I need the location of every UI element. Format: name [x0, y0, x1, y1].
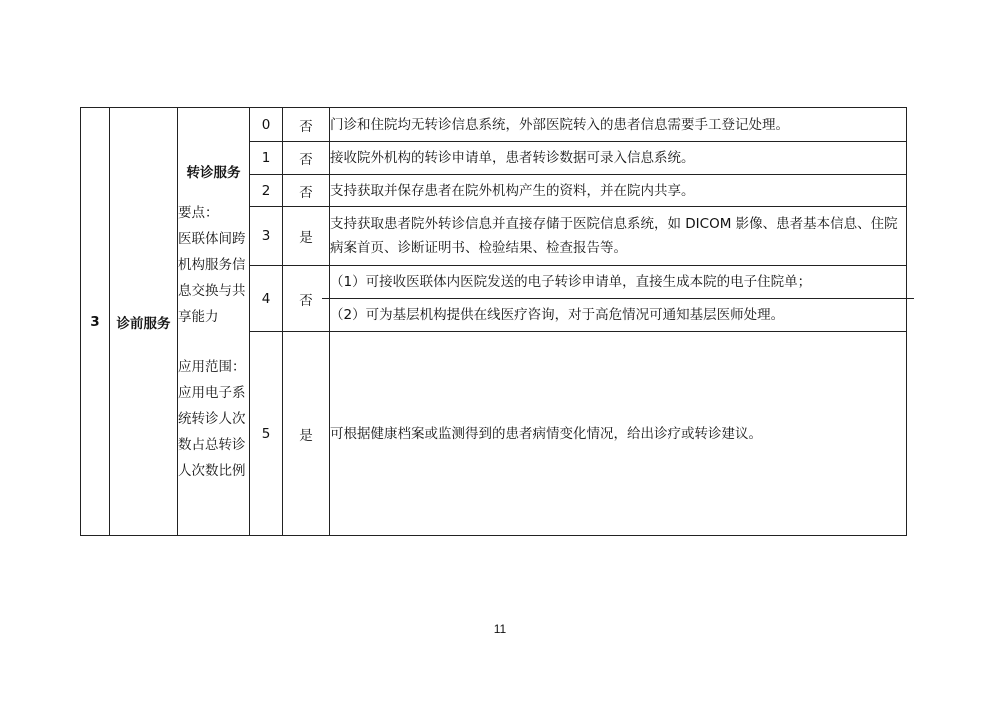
yes-no-value: 否	[283, 108, 330, 142]
yes-no-value: 是	[283, 207, 330, 266]
level-sub-item: （2）可为基层机构提供在线医疗咨询，对于高危情况可通知基层医师处理。	[330, 307, 785, 323]
yes-no-value: 否	[283, 175, 330, 207]
item-cell	[178, 108, 250, 536]
item-title: 转诊服务	[186, 164, 241, 181]
yes-no-value: 否	[283, 266, 330, 332]
page-number: 11	[493, 622, 507, 636]
level-description: 支持获取并保存患者在院外机构产生的资料，并在院内共享。	[330, 175, 907, 207]
section-category: 诊前服务	[110, 108, 178, 536]
level-number: 0	[250, 108, 283, 142]
section-number: 3	[81, 108, 110, 536]
level-description: 接收院外机构的转诊申请单，患者转诊数据可录入信息系统。	[330, 142, 907, 175]
spacer	[178, 330, 249, 354]
key-points-text: 医联体间跨机构服务信息交换与共享能力	[178, 230, 246, 325]
level-description-multi	[330, 266, 907, 332]
level-number: 1	[250, 142, 283, 175]
key-points-label: 要点：	[178, 204, 219, 221]
level-description: 支持获取患者院外转诊信息并直接存储于医院信息系统，如 DICOM 影像、患者基本信息、住院病案首页、诊断证明书、检验结果、检查报告等。	[330, 207, 907, 266]
level-sub-item: （1）可接收医联体内医院发送的电子转诊申请单，直接生成本院的电子住院单；	[330, 274, 812, 290]
level-description: 门诊和住院均无转诊信息系统，外部医院转入的患者信息需要手工登记处理。	[330, 108, 907, 142]
evaluation-table	[80, 107, 907, 536]
level-description: 可根据健康档案或监测得到的患者病情变化情况，给出诊疗或转诊建议。	[330, 332, 907, 536]
scope-text: 应用电子系统转诊人次数占总转诊人次数比例	[178, 384, 246, 479]
yes-no-value: 否	[283, 142, 330, 175]
table-row	[81, 108, 907, 142]
level-number: 5	[250, 332, 283, 536]
yes-no-value: 是	[283, 332, 330, 536]
level-number: 4	[250, 266, 283, 332]
level-number: 2	[250, 175, 283, 207]
scope-label: 应用范围：	[178, 358, 246, 375]
level-number: 3	[250, 207, 283, 266]
